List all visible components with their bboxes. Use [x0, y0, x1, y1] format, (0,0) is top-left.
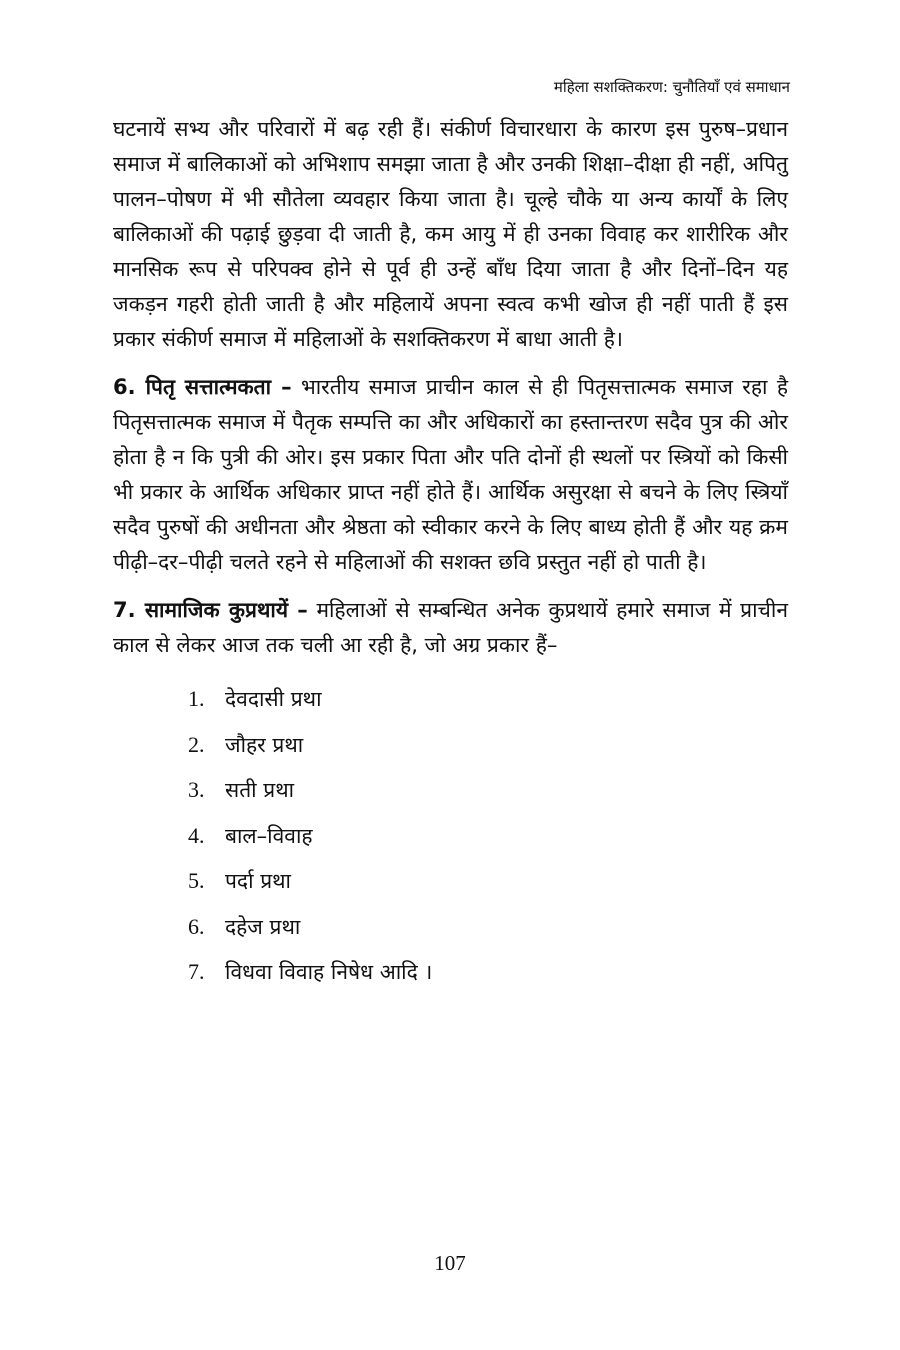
list-item [188, 767, 788, 813]
list-number: 6. [188, 913, 205, 939]
paragraph-text: भारतीय समाज प्राचीन काल से ही पितृसत्तात्मक समाज रहा है पितृसत्तात्मक समाज में पैतृक सम्पत्ति का और अधिकारों का हस्तान्तरण सदैव पुत्र की ओर होता है न कि पुत्री की ओर। इस प्रकार पिता और पति दोनों ही स्थलों पर स्त्रियों को किसी भी प्रकार के आर्थिक अधिकार प्राप्त नहीं होते हैं। आर्थिक असुरक्षा से बचने के लिए स्त्रियाँ सदैव पुरुषों की अधीनता और श्रेष्ठता को स्वीकार करने के लिए बाध्य होती हैं और यह क्रम पीढ़ी–दर–पीढ़ी चलते रहने से महिलाओं की सशक्त छवि प्रस्तुत नहीं हो पाती है। [113, 375, 788, 574]
running-header: महिला सशक्तिकरण: चुनौतियाँ एवं समाधान [553, 78, 790, 96]
page-body [113, 112, 788, 995]
list-number: 2. [188, 731, 205, 757]
list-text: बाल–विवाह [225, 823, 313, 848]
list-number: 7. [188, 959, 205, 984]
paragraph-patriarchy [113, 370, 788, 580]
list-text: जौहर प्रथा [225, 732, 304, 757]
list-text: सती प्रथा [225, 778, 295, 802]
section-heading-patriarchy: 6. पितृ सत्तात्मकता – [113, 375, 292, 399]
list-text: दहेज प्रथा [225, 914, 301, 939]
paragraph-social-evils [113, 593, 788, 663]
list-item [188, 904, 788, 950]
page-number: 107 [434, 1251, 466, 1275]
list-text: देवदासी प्रथा [225, 687, 322, 711]
social-evils-list [113, 676, 788, 995]
list-item [188, 813, 788, 859]
list-item [188, 676, 788, 722]
list-text: विधवा विवाह निषेध आदि । [225, 960, 433, 984]
list-item [188, 949, 788, 995]
list-number: 4. [188, 822, 205, 848]
list-number: 5. [188, 868, 205, 893]
list-item [188, 858, 788, 904]
list-text: पर्दा प्रथा [225, 869, 292, 893]
paragraph-text: महिलाओं से सम्बन्धित अनेक कुप्रथायें हमारे समाज में प्राचीन काल से लेकर आज तक चली आ रही है, जो अग्र प्रकार हैं– [113, 598, 788, 657]
section-heading-social-evils: 7. सामाजिक कुप्रथायें – [113, 598, 308, 622]
list-number: 1. [188, 686, 205, 711]
paragraph-continuation [113, 112, 788, 357]
list-number: 3. [188, 777, 205, 802]
paragraph-text: घटनायें सभ्य और परिवारों में बढ़ रही हैं। संकीर्ण विचारधारा के कारण इस पुरुष–प्रधान समाज में बालिकाओं को अभिशाप समझा जाता है और उनकी शिक्षा–दीक्षा ही नहीं, अपितु पालन–पोषण में भी सौतेला व्यवहार किया जाता है। चूल्हे चौके या अन्य कार्यों के लिए बालिकाओं की पढ़ाई छुड़वा दी जाती है, कम आयु में ही उनका विवाह कर शारीरिक और मानसिक रूप से परिपक्व होने से पूर्व ही उन्हें बाँध दिया जाता है और दिनों–दिन यह जकड़न गहरी होती जाती है और महिलायें अपना स्वत्व कभी खोज ही नहीं पाती हैं इस प्रकार संकीर्ण समाज में महिलाओं के सशक्तिकरण में बाधा आती है। [113, 117, 788, 351]
list-item [188, 722, 788, 768]
